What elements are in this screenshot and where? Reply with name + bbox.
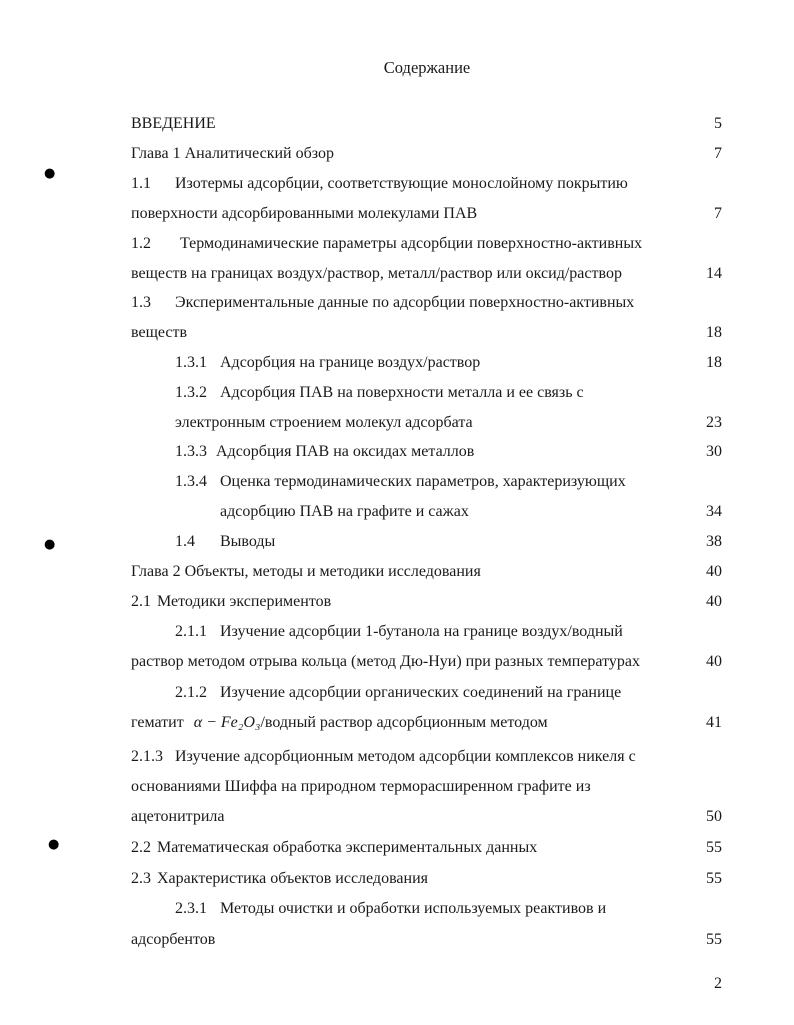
toc-entry-number: 1.3.3 xyxy=(175,443,207,460)
toc-entry-text: Изотермы адсорбции, соответствующие монослойному покрытию xyxy=(175,175,628,192)
toc-entry-text: Глава 1 Аналитический обзор xyxy=(131,145,334,162)
toc-entry-text: Адсорбция ПАВ на поверхности металла и ее связь с xyxy=(220,384,584,401)
toc-entry-text-continued: веществ на границах воздух/раствор, металл/раствор или оксид/раствор xyxy=(131,265,622,282)
toc-page-number: 40 xyxy=(706,653,722,670)
toc-entry-text-continued: ацетонитрила xyxy=(131,808,225,825)
toc-entry-text-continued: электронным строением молекул адсорбата xyxy=(175,414,473,431)
toc-entry-text-fragment: /водный раствор адсорбционным методом xyxy=(260,714,548,731)
toc-page-number: 7 xyxy=(714,145,722,162)
toc-entry-text: Изучение адсорбции 1-бутанола на границе воздух/водный xyxy=(220,623,623,640)
toc-page-number: 41 xyxy=(706,714,722,731)
toc-entry-number: 2.1.3 xyxy=(131,748,163,765)
chemical-formula: α − Fe₂O₃ xyxy=(193,714,261,731)
toc-entry-number: 1.3 xyxy=(131,294,151,311)
toc-entry-number: 2.2 xyxy=(131,839,151,856)
toc-entry-text-fragment: гематит xyxy=(131,714,184,731)
toc-entry-number: 2.3 xyxy=(131,870,151,887)
toc-entry-number: 2.1 xyxy=(131,593,151,610)
toc-entry-text: Выводы xyxy=(220,533,276,550)
toc-entry-text: Оценка термодинамических параметров, характеризующих xyxy=(220,473,626,490)
toc-entry-text-continued: адсорбентов xyxy=(131,931,216,948)
toc-entry-text: Экспериментальные данные по адсорбции поверхностно-активных xyxy=(175,294,635,311)
toc-entry-number: 1.2 xyxy=(131,235,151,252)
toc-page-number: 55 xyxy=(706,931,722,948)
toc-entry-text-continued: раствор методом отрыва кольца (метод Дю-Нуи) при разных температурах xyxy=(131,653,640,670)
toc-entry-text: Изучение адсорбции органических соединений на границе xyxy=(220,684,622,701)
toc-entry-text: Адсорбция ПАВ на оксидах металлов xyxy=(216,443,475,460)
toc-page-number: 18 xyxy=(706,324,722,341)
toc-page-number: 18 xyxy=(706,354,722,371)
toc-page-number: 50 xyxy=(706,808,722,825)
toc-entry-number: 2.3.1 xyxy=(175,900,207,917)
toc-page-number: 34 xyxy=(706,503,722,520)
toc-entry-text: Математическая обработка экспериментальных данных xyxy=(157,839,538,856)
toc-entry-number: 1.4 xyxy=(175,533,195,550)
toc-page-number: 40 xyxy=(706,563,722,580)
toc-entry-text: Изучение адсорбционным методом адсорбции комплексов никеля с xyxy=(175,748,636,765)
toc-entry-text: Методики экспериментов xyxy=(157,593,332,610)
toc-entry-number: 1.3.4 xyxy=(175,473,207,490)
toc-entry-text: Термодинамические параметры адсорбции поверхностно-активных xyxy=(180,235,643,252)
toc-entry-text-continued: основаниями Шиффа на природном терморасширенном графите из xyxy=(131,778,591,795)
toc-entry-text: Глава 2 Объекты, методы и методики исследования xyxy=(131,563,481,580)
toc-page-number: 14 xyxy=(706,265,722,282)
toc-page-number: 7 xyxy=(714,205,722,222)
toc-entry-text: ВВЕДЕНИЕ xyxy=(131,115,216,132)
toc-page-number: 5 xyxy=(714,115,722,132)
scan-mark: ● xyxy=(44,537,56,552)
toc-entry-text-continued xyxy=(131,713,548,733)
toc-entry-number: 2.1.1 xyxy=(175,623,207,640)
toc-entry-number: 1.3.2 xyxy=(175,384,207,401)
page-title: Содержание xyxy=(383,58,471,77)
toc-page-number: 30 xyxy=(706,443,722,460)
toc-page-number: 55 xyxy=(706,839,722,856)
toc-entry-text: Адсорбция на границе воздух/раствор xyxy=(220,354,481,371)
toc-page-number: 38 xyxy=(706,533,722,550)
toc-entry-text-continued: веществ xyxy=(131,324,188,341)
toc-entry-text-continued: адсорбцию ПАВ на графите и сажах xyxy=(220,503,469,520)
toc-entry-number: 1.1 xyxy=(131,175,151,192)
scan-mark: ● xyxy=(48,837,60,852)
toc-page-number: 55 xyxy=(706,870,722,887)
toc-entry-text-continued: поверхности адсорбированными молекулами ПАВ xyxy=(131,205,478,222)
scan-mark: ● xyxy=(44,166,56,181)
toc-entry-number: 2.1.2 xyxy=(175,684,207,701)
toc-page-number: 40 xyxy=(706,593,722,610)
toc-entry-text: Методы очистки и обработки используемых реактивов и xyxy=(220,900,607,917)
page-number: 2 xyxy=(714,975,722,992)
toc-entry-text: Характеристика объектов исследования xyxy=(157,870,428,887)
toc-page-number: 23 xyxy=(706,414,722,431)
toc-entry-number: 1.3.1 xyxy=(175,354,207,371)
